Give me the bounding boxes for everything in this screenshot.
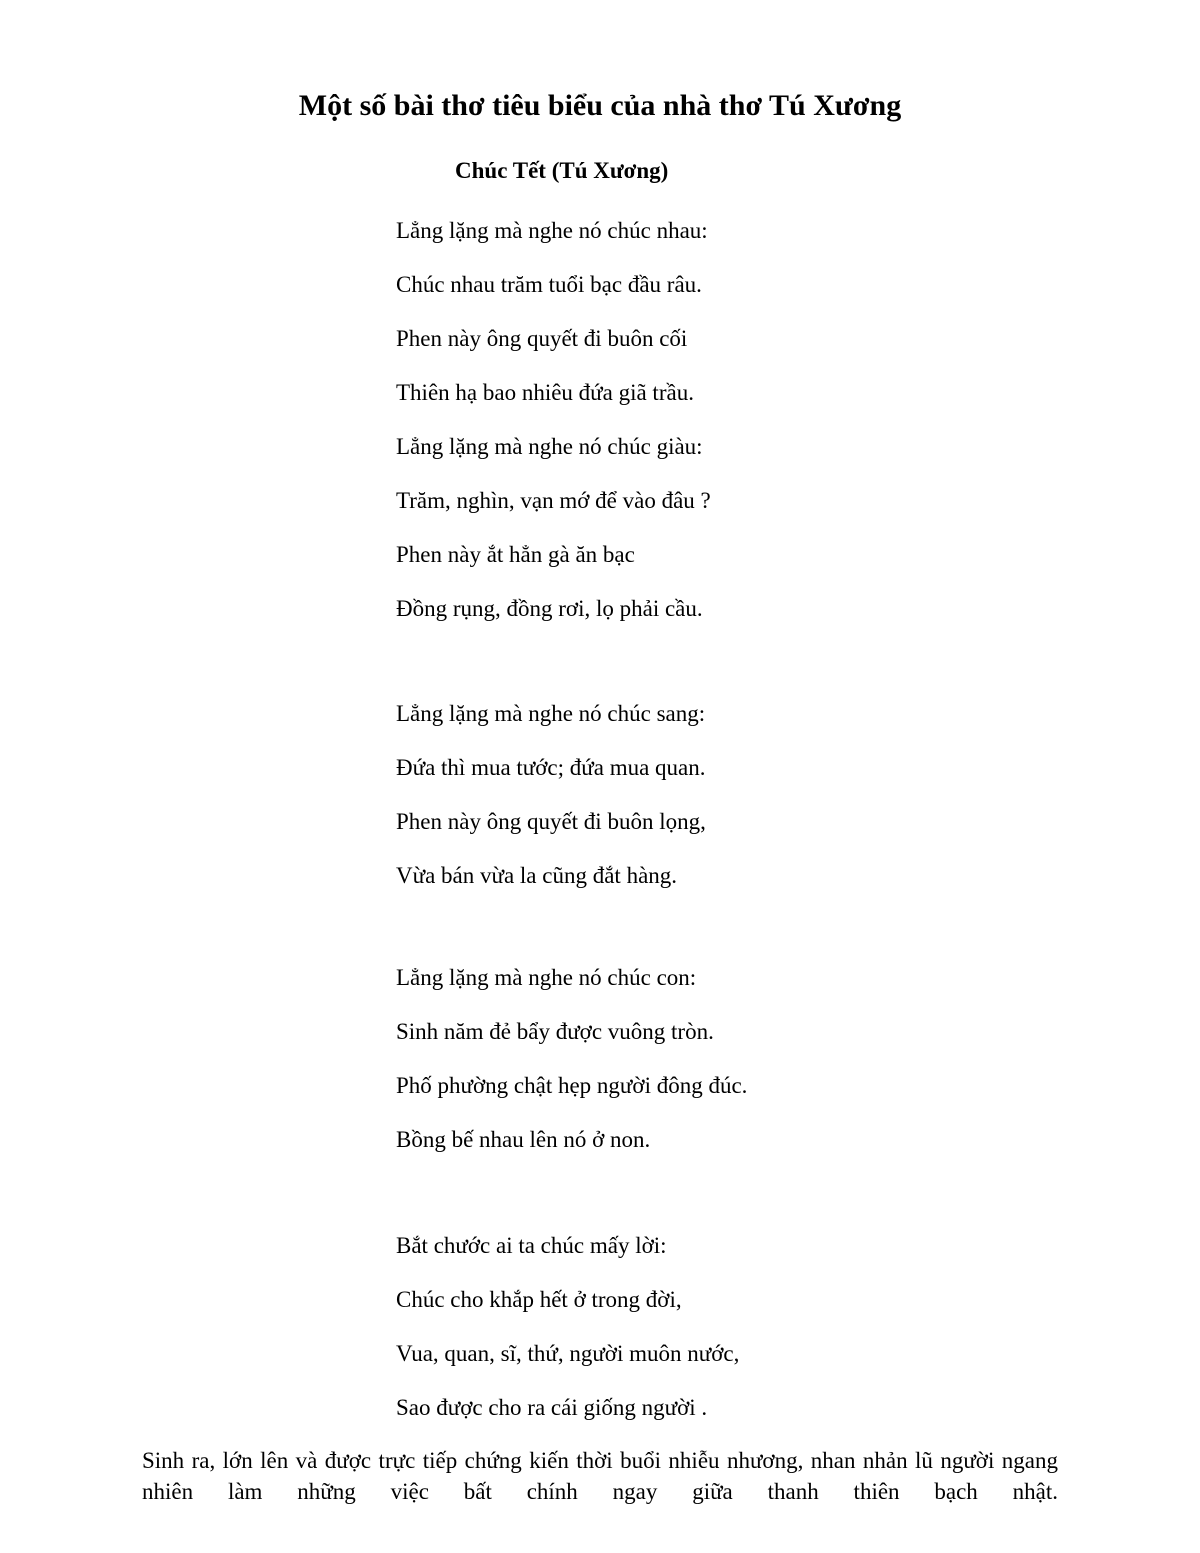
poem-stanza-1 [396,216,711,648]
poem-line: Chúc nhau trăm tuổi bạc đầu râu. [396,272,702,297]
poem-line: Vua, quan, sĩ, thứ, người muôn nước, [396,1341,740,1366]
poem-line: Đồng rụng, đồng rơi, lọ phải cầu. [396,596,703,621]
poem-line: Vừa bán vừa la cũng đắt hàng. [396,863,678,888]
poem-line: Chúc cho khắp hết ở trong đời, [396,1287,682,1312]
poem-line: Lẳng lặng mà nghe nó chúc giàu: [396,434,703,459]
poem-line: Đứa thì mua tước; đứa mua quan. [396,755,706,780]
poem-line: Trăm, nghìn, vạn mớ để vào đâu ? [396,488,711,513]
poem-line: Sao được cho ra cái giống người . [396,1395,708,1420]
commentary-paragraph: Sinh ra, lớn lên và được trực tiếp chứng kiến thời buổi nhiễu nhương, nhan nhản lũ người ngang nhiên làm những việc bất chính ngay giữa thanh thiên bạch nhật. [142,1448,1058,1504]
poem-line: Phen này ông quyết đi buôn lọng, [396,809,706,834]
poem-line: Phen này ông quyết đi buôn cối [396,326,688,351]
poem-line: Bồng bế nhau lên nó ở non. [396,1127,651,1152]
poem-line: Phố phường chật hẹp người đông đúc. [396,1073,748,1098]
poem-line: Lẳng lặng mà nghe nó chúc sang: [396,701,706,726]
poem-line: Lẳng lặng mà nghe nó chúc con: [396,965,697,990]
poem-title: Chúc Tết (Tú Xương) [455,158,669,183]
poem-line: Thiên hạ bao nhiêu đứa giã trầu. [396,380,694,405]
poem-line: Phen này ắt hẳn gà ăn bạc [396,542,635,567]
poem-stanza-4 [396,1231,739,1447]
poem-stanza-3 [396,963,747,1179]
poem-line: Sinh năm đẻ bẩy được vuông tròn. [396,1019,714,1044]
poem-line: Lẳng lặng mà nghe nó chúc nhau: [396,218,708,243]
poem-line: Bắt chước ai ta chúc mấy lời: [396,1233,667,1258]
page-title: Một số bài thơ tiêu biểu của nhà thơ Tú Xương [298,89,902,122]
poem-stanza-2 [396,699,706,915]
